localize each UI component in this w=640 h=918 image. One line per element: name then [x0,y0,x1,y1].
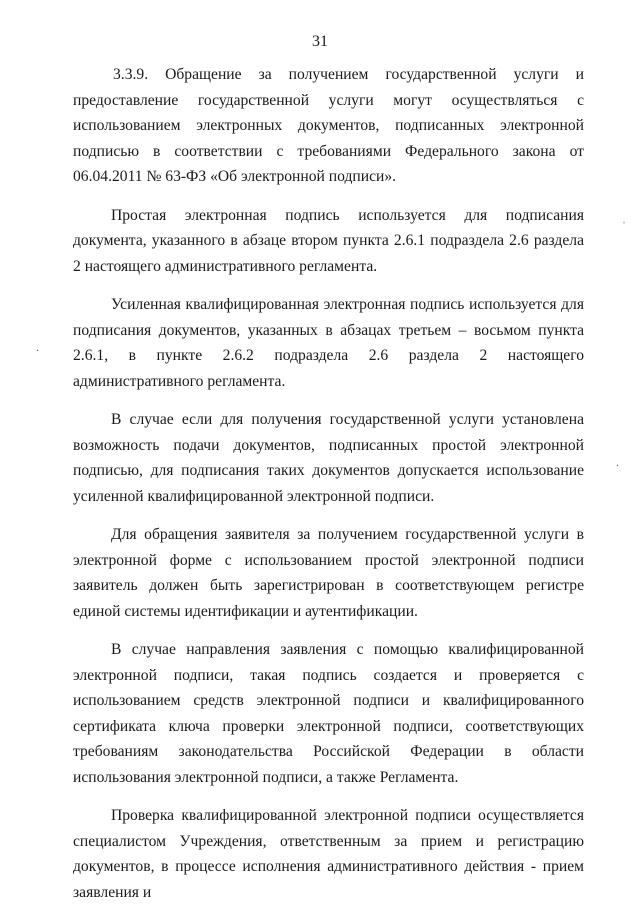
paragraph-qualified-signature-verification: В случае направления заявления с помощью квалифицированной электронной подписи, такая подпись создается и проверяется с использованием средств электронной подписи и квалифицированного сертификата ключа проверки электронной подписи, соответствующих требованиям законодательства Российской Федерации в области использования электронной подписи, а также Регламента. [73,641,584,786]
scan-mark: ˌ [622,210,626,224]
paragraph-simple-signature: Простая электронная подпись используется для подписания документа, указанного в абзаце втором пункта 2.6.1 подраздела 2.6 раздела 2 настоящего административного регламента. [73,206,584,275]
paragraph-signature-check: Проверка квалифицированной электронной подписи осуществляется специалистом Учреждения, ответственным за прием и регистрацию документов, в процессе исполнения административного действия - прием заявления и [73,807,584,901]
document-body [73,62,584,918]
scan-mark: . [36,340,39,354]
paragraph-applicant-registration: Для обращения заявителя за получением государственной услуги в электронной форме с использованием простой электронной подписи заявитель должен быть зарегистрирован в соответствующем регистре единой системы идентификации и аутентификации. [73,526,584,620]
paragraph-qualified-signature: Усиленная квалифицированная электронная подпись используется для подписания документов, указанных в абзацах третьем – восьмом пункта 2.6.1, в пункте 2.6.2 подраздела 2.6 раздела 2 настоящего административного регламента. [73,296,584,390]
paragraph-signature-possibility: В случае если для получения государственной услуги установлена возможность подачи документов, подписанных простой электронной подписью, для подписания таких документов допускается использование усиленной квалифицированной электронной подписи. [73,411,584,505]
scan-mark: . [616,455,619,469]
page-number: 31 [312,33,328,50]
paragraph-3-3-9: 3.3.9. Обращение за получением государственной услуги и предоставление государственной услуги могут осуществляться с использованием электронных документов, подписанных электронной подписью в соответствии с требованиями Федерального закона от 06.04.2011 № 63-ФЗ «Об электронной подписи». [73,66,584,185]
